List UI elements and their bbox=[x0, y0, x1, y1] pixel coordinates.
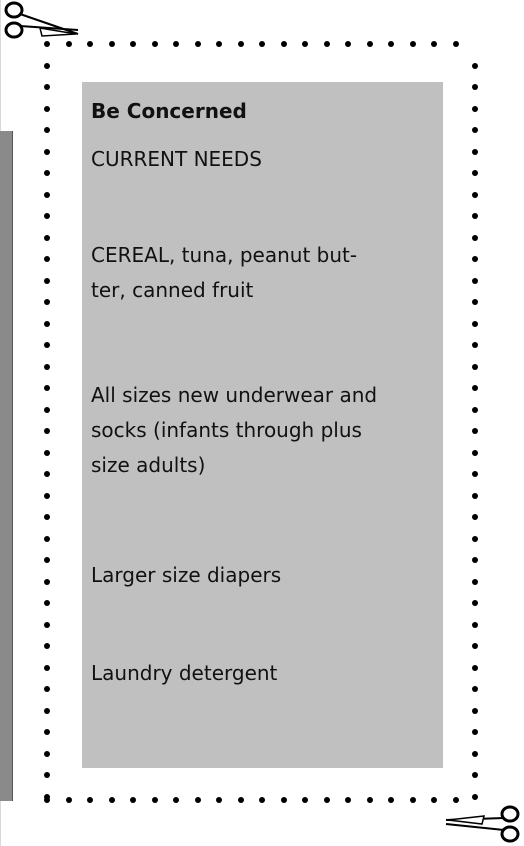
border-dot bbox=[109, 797, 115, 803]
border-dot bbox=[44, 342, 50, 348]
border-dot bbox=[44, 772, 50, 778]
border-dot bbox=[472, 471, 478, 477]
border-dot bbox=[44, 407, 50, 413]
border-dot bbox=[472, 729, 478, 735]
border-dot bbox=[44, 708, 50, 714]
border-dot bbox=[453, 797, 459, 803]
border-dot bbox=[44, 600, 50, 606]
border-dot bbox=[44, 450, 50, 456]
border-dot bbox=[44, 385, 50, 391]
border-dot bbox=[472, 751, 478, 757]
border-dot bbox=[281, 41, 287, 47]
border-dot bbox=[44, 665, 50, 671]
border-dot bbox=[472, 493, 478, 499]
border-dot bbox=[44, 686, 50, 692]
border-dot bbox=[472, 686, 478, 692]
border-dot bbox=[44, 106, 50, 112]
border-dot bbox=[472, 84, 478, 90]
border-dot bbox=[472, 63, 478, 69]
border-dot bbox=[410, 41, 416, 47]
border-dot bbox=[44, 213, 50, 219]
current-needs-title: CURRENT NEEDS bbox=[91, 147, 262, 171]
border-dot bbox=[410, 797, 416, 803]
border-dot bbox=[44, 235, 50, 241]
border-dot bbox=[472, 106, 478, 112]
border-dot bbox=[472, 407, 478, 413]
border-dot bbox=[44, 536, 50, 542]
border-dot bbox=[44, 84, 50, 90]
border-dot bbox=[44, 493, 50, 499]
border-dot bbox=[44, 170, 50, 176]
border-dot bbox=[431, 797, 437, 803]
border-dot bbox=[109, 41, 115, 47]
border-dot bbox=[472, 772, 478, 778]
border-dot bbox=[472, 256, 478, 262]
border-dot bbox=[87, 41, 93, 47]
border-dot bbox=[195, 797, 201, 803]
coupon-panel bbox=[82, 82, 443, 768]
border-dot bbox=[44, 557, 50, 563]
border-dot bbox=[388, 797, 394, 803]
border-dot bbox=[44, 751, 50, 757]
border-dot bbox=[472, 299, 478, 305]
border-dot bbox=[345, 41, 351, 47]
border-dot bbox=[195, 41, 201, 47]
border-dot bbox=[66, 41, 72, 47]
border-dot bbox=[238, 41, 244, 47]
border-dot bbox=[472, 450, 478, 456]
border-dot bbox=[44, 471, 50, 477]
border-dot bbox=[324, 797, 330, 803]
border-dot bbox=[431, 41, 437, 47]
border-dot bbox=[44, 428, 50, 434]
border-dot bbox=[66, 797, 72, 803]
needs-item: CEREAL, tuna, peanut but- ter, canned fruit bbox=[91, 243, 358, 302]
border-dot bbox=[216, 797, 222, 803]
border-dot bbox=[152, 41, 158, 47]
border-dot bbox=[472, 600, 478, 606]
border-dot bbox=[44, 127, 50, 133]
border-dot bbox=[173, 41, 179, 47]
border-dot bbox=[44, 41, 50, 47]
border-dot bbox=[44, 321, 50, 327]
border-dot bbox=[44, 192, 50, 198]
needs-item: Laundry detergent bbox=[91, 661, 278, 685]
border-dot bbox=[302, 797, 308, 803]
border-dot bbox=[44, 622, 50, 628]
border-dot bbox=[472, 557, 478, 563]
border-dot bbox=[472, 278, 478, 284]
border-dot bbox=[472, 643, 478, 649]
border-dot bbox=[44, 643, 50, 649]
border-dot bbox=[472, 428, 478, 434]
border-dot bbox=[87, 797, 93, 803]
border-dot bbox=[472, 794, 478, 800]
border-dot bbox=[472, 170, 478, 176]
border-dot bbox=[472, 192, 478, 198]
border-dot bbox=[44, 149, 50, 155]
border-dot bbox=[324, 41, 330, 47]
border-dot bbox=[259, 41, 265, 47]
border-dot bbox=[44, 278, 50, 284]
border-dot bbox=[367, 797, 373, 803]
needs-item: All sizes new underwear and socks (infants through plus size adults) bbox=[91, 383, 378, 477]
border-dot bbox=[472, 149, 478, 155]
border-dot bbox=[345, 797, 351, 803]
border-dot bbox=[44, 514, 50, 520]
border-dot bbox=[472, 235, 478, 241]
border-dot bbox=[44, 729, 50, 735]
border-dot bbox=[44, 256, 50, 262]
border-dot bbox=[453, 41, 459, 47]
border-dot bbox=[472, 579, 478, 585]
border-dot bbox=[152, 797, 158, 803]
border-dot bbox=[238, 797, 244, 803]
border-dot bbox=[472, 536, 478, 542]
border-dot bbox=[472, 514, 478, 520]
border-dot bbox=[472, 321, 478, 327]
border-dot bbox=[367, 41, 373, 47]
border-dot bbox=[173, 797, 179, 803]
border-dot bbox=[130, 797, 136, 803]
border-dot bbox=[44, 794, 50, 800]
border-dot bbox=[472, 364, 478, 370]
border-dot bbox=[388, 41, 394, 47]
border-dot bbox=[472, 342, 478, 348]
border-dot bbox=[302, 41, 308, 47]
border-dot bbox=[281, 797, 287, 803]
border-dot bbox=[259, 797, 265, 803]
border-dot bbox=[472, 708, 478, 714]
border-dot bbox=[472, 622, 478, 628]
border-dot bbox=[216, 41, 222, 47]
border-dot bbox=[130, 41, 136, 47]
border-dot bbox=[472, 665, 478, 671]
border-dot bbox=[472, 127, 478, 133]
border-dot bbox=[44, 299, 50, 305]
border-dot bbox=[472, 213, 478, 219]
coupon-heading: Be Concerned bbox=[91, 99, 247, 123]
needs-item: Larger size diapers bbox=[91, 563, 282, 587]
border-dot bbox=[44, 579, 50, 585]
border-dot bbox=[472, 385, 478, 391]
border-dot bbox=[44, 63, 50, 69]
border-dot bbox=[44, 364, 50, 370]
